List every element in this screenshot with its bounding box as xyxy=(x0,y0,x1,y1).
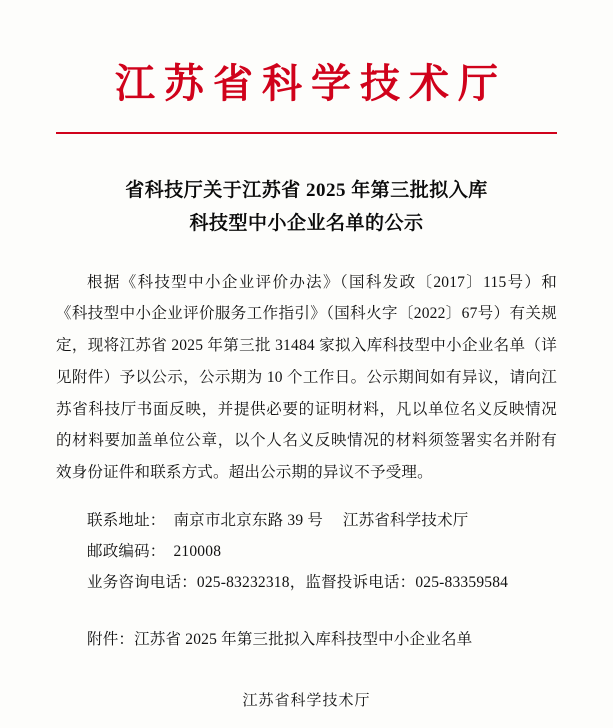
letterhead-divider xyxy=(56,132,557,134)
document-title-line-1: 省科技厅关于江苏省 2025 年第三批拟入库 xyxy=(125,180,488,201)
document-title xyxy=(56,174,557,241)
contact-information xyxy=(56,505,557,598)
document-body xyxy=(56,267,557,489)
contact-phone: 业务咨询电话：025-83232318，监督投诉电话：025-83359584 xyxy=(87,573,509,591)
issuing-organization-title: 江苏省科学技术厅 xyxy=(115,60,507,107)
letterhead xyxy=(56,0,557,134)
main-paragraph: 根据《科技型中小企业评价办法》（国科发政〔2017〕115号）和《科技型中小企业评价服务工作指引》（国科火字〔2022〕67号）有关规定，现将江苏省 2025 年第三批 31484 家拟入库科技型中小企业名单（详见附件）予以公示，公示期为 10 个工作日。公示期间如有异议，请向江苏省科技厅书面反映，并提供必要的证明材料，凡以单位名义反映情况的材料要加盖单位公章，以个人名义反映情况的材料须签署实名并附有效身份证件和联系方式。超出公示期的异议不予受理。 xyxy=(56,273,557,482)
contact-address: 联系地址： 南京市北京东路 39 号 江苏省科学技术厅 xyxy=(87,511,469,529)
document-title-line-2: 科技型中小企业名单的公示 xyxy=(189,213,424,235)
contact-postcode: 邮政编码： 210008 xyxy=(87,542,222,560)
document-signature: 江苏省科学技术厅 xyxy=(242,693,371,709)
attachment-line: 附件：江苏省 2025 年第三批拟入库科技型中小企业名单 xyxy=(87,630,473,648)
